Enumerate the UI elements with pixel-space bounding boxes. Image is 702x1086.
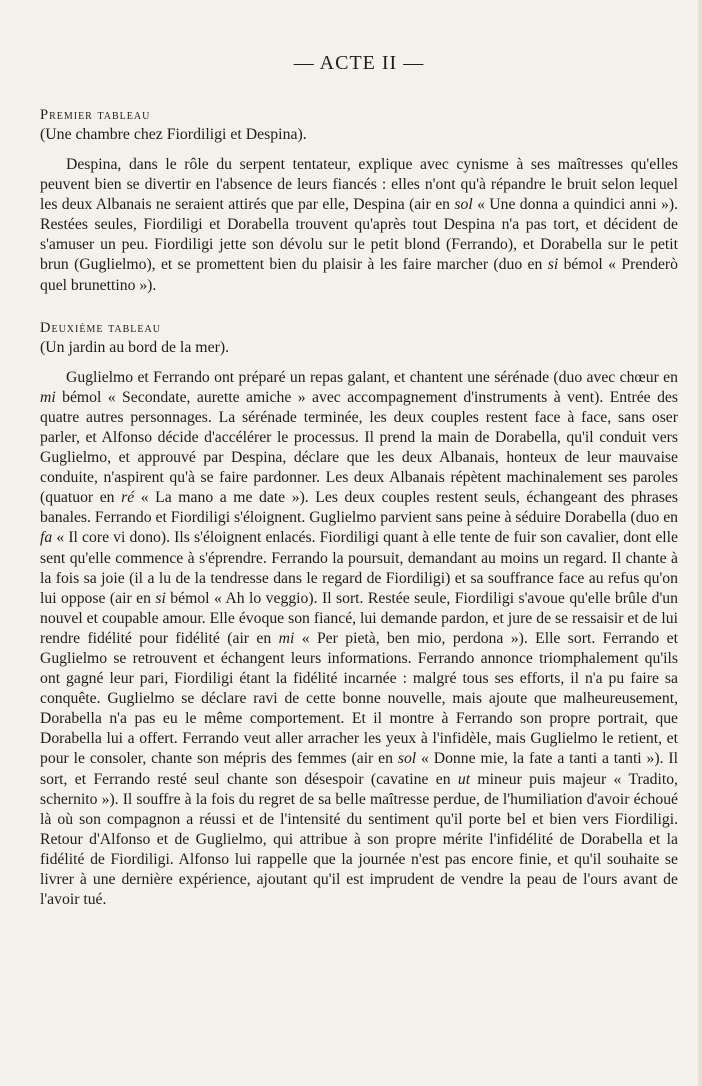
key-name: sol — [397, 750, 417, 768]
key-name: mi — [40, 388, 56, 406]
section-deuxieme-tableau — [40, 318, 678, 911]
text-run: « La mano a me date »). Les deux couples restent seuls, échangeant des phrases banales. Ferrando et Fiordiligi s'éloignent. Guglielmo parvient sans peine à séduire Dorabella (duo en — [40, 489, 679, 527]
key-name: ré — [121, 489, 135, 507]
section-setting: (Une chambre chez Fiordiligi et Despina). — [40, 126, 307, 143]
key-name: mi — [278, 629, 295, 647]
page-edge — [698, 0, 702, 1086]
section-setting: (Un jardin au bord de la mer). — [40, 338, 230, 356]
key-name: fa — [40, 529, 53, 547]
synopsis-paragraph — [40, 155, 678, 296]
text-run: « Il core vi dono). Ils s'éloignent enlacés. Fiordiligi quant à elle tente de fuir son cavalier, dont elle sent qu'elle commence à s'éprendre. Ferrando la poursuit, demandant au moins un regard. Il chante à la fois sa joie (il a lu de la tendresse dans le regard de Fiordiligi) et sa souffrance face au refus qu'on lui oppose (air en — [40, 529, 678, 607]
text-run: bémol « Secondate, aurette amiche » avec accompagnement d'instruments à vent). Entrée des quatre autres personnages. La sérénade terminée, les deux couples restent face à face, sans oser parler, et Alfonso décide d'accélérer le processus. Il prend la main de Dorabella, qu'il conduit vers Guglielmo, et approuvé par Despina, déclare que les deux Albanais, honteux de leur mauvaise conduite, n'aspirent qu'à se faire pardonner. Les deux Albanais répètent machinalement ses paroles (quatuor en — [40, 388, 678, 507]
text-run: « Une donna a quindici anni »). Restées seules, Fiordiligi et Dorabella trouvent qu'après tout Despina n'a pas tort, et décident de s'amuser un peu. Fiordiligi jette son dévolu sur le petit blond (Ferrando), et Dorabella sur le petit brun (Guglielmo), et se promettent bien du plaisir à les faire marcher (duo en — [40, 196, 678, 274]
text-run: Guglielmo et Ferrando ont préparé un repas galant, et chantent une sérénade (duo avec chœur en — [66, 368, 678, 386]
text-run: Despina, dans le rôle du serpent tentateur, explique avec cynisme à ses maîtresses qu'elles peuvent bien se divertir en l'absence de leurs fiancés : elles n'ont qu'à répandre le bruit selon lequel les deux Albanais ne seraient attirés que par elle, Despina (air en — [40, 156, 678, 214]
text-run: « Donne mie, la fate a tanti a tanti »). Il sort, et Ferrando resté seul chante son désespoir (cavatine en — [40, 750, 678, 788]
key-name: si — [155, 589, 166, 607]
key-name: ut — [457, 770, 471, 788]
act-title: — ACTE II — — [293, 52, 425, 74]
book-page — [40, 52, 678, 910]
text-run: bémol « Prenderò quel brunettino »). — [40, 256, 678, 294]
key-name: sol — [454, 196, 473, 214]
text-run: bémol « Ah lo veggio). Il sort. Restée seule, Fiordiligi s'avoue qu'elle brûle d'un nouvel et coupable amour. Elle évoque son fiancé, lui demande pardon, et jure de se ressaisir et de lui rendre fidélité pour fidélité (air en — [40, 589, 678, 647]
text-run: mineur puis majeur « Tradito, schernito »). Il souffre à la fois du regret de sa belle maîtresse perdue, de l'humiliation d'avoir échoué là où son compagnon a réussi et de l'intensité du sentiment qu'il porte bel et bien vers Fiordiligi. Retour d'Alfonso et de Guglielmo, qui attribue à son propre mérite l'infidélité de Dorabella et la fidélité de Fiordiligi. Alfonso lui rappelle que la journée n'est pas encore finie, et qu'il souhaite se livrer à une dernière expérience, ajoutant qu'il est imprudent de vendre la peau de l'ours avant de l'avoir tué. — [40, 770, 678, 909]
section-heading: Deuxième tableau — [40, 319, 161, 336]
section-heading: Premier tableau — [40, 107, 151, 123]
text-run: « Per pietà, ben mio, perdona »). Elle sort. Ferrando et Guglielmo se retrouvent et échangent leurs informations. Ferrando annonce triomphalement qu'ils ont gagné leur pari, Fiordiligi étant la fidélité incarnée : malgré tous ses efforts, il n'a pu faire sa conquête. Guglielmo se déclare ravi de cette bonne nouvelle, mais ajoute que malheureusement, Dorabella n'a pas eu le même comportement. Et il montre à Ferrando son propre portrait, que Dorabella lui a offert. Ferrando veut aller arracher les yeux à l'infidèle, mais Guglielmo le retient, et pour le consoler, chante son mépris des femmes (air en — [40, 629, 678, 768]
key-name: si — [547, 256, 559, 274]
synopsis-paragraph — [40, 368, 678, 911]
section-premier-tableau — [40, 105, 678, 296]
